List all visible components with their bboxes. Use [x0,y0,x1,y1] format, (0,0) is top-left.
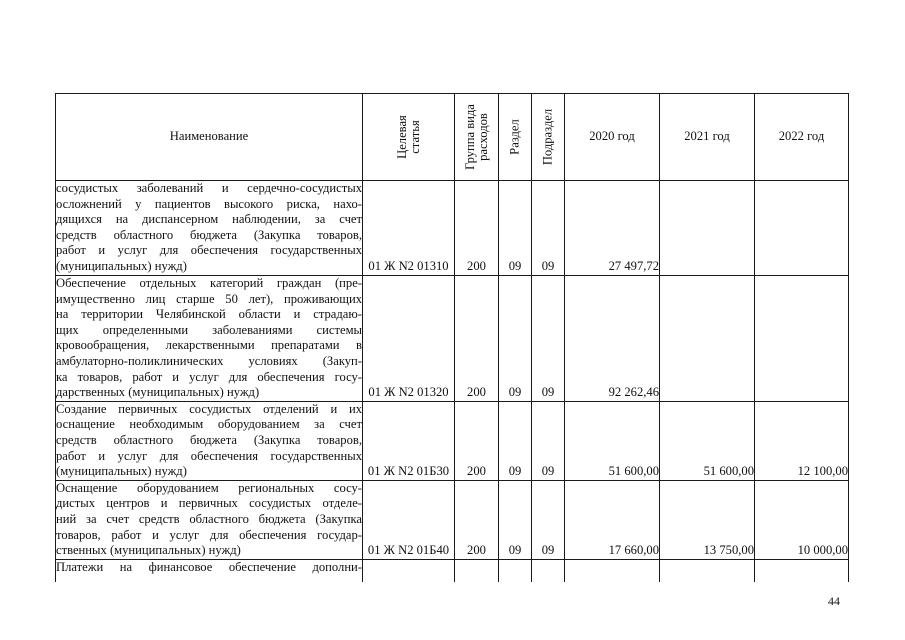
table-row [56,480,849,559]
header-target-article: Целевая статья [363,94,455,181]
budget-table [55,93,849,582]
row-expense-group: 200 [455,276,499,402]
page-number: 44 [828,594,840,608]
row-name: Создание первичных сосудистых отделений и их оснащение необходимым оборудованием за счет средств областного бюджета (Закупка товаров, работ и услуг для обеспечения государственных (муниципальных) нужд) [56,401,363,480]
row-name: Оснащение оборудованием региональных сосу- дистых центров и первичных сосудистых отделе- ний за счет средств областного бюджета (Закупка товаров, работ и услуг для обеспечения государ- ственных (муниципальных) нужд) [56,480,363,559]
row-amount-2022: 10 000,00 [755,480,849,559]
row-amount-2021: 51 600,00 [660,401,755,480]
row-amount-2022 [755,559,849,582]
row-name: Обеспечение отдельных категорий граждан (пре- имущественно лиц старше 50 лет), проживающих на территории Челябинской области и страдаю- щих определенными заболеваниями системы кровообращения, лекарственными препаратами в амбулаторно-поликлинических условиях (Закуп- ка товаров, работ и услуг для обеспечения госу- дарственных (муниципальных) нужд) [56,276,363,402]
row-amount-2020 [565,559,660,582]
row-target-article: 01 Ж N2 01Б30 [363,401,455,480]
row-amount-2021 [660,276,755,402]
header-section: Раздел [499,94,532,181]
header-2020: 2020 год [565,94,660,181]
table-row [56,559,849,582]
row-subsection: 09 [532,401,565,480]
header-expense-group: Группа вида расходов [455,94,499,181]
header-2021: 2021 год [660,94,755,181]
row-amount-2020: 92 262,46 [565,276,660,402]
row-section: 09 [499,276,532,402]
row-target-article: 01 Ж N2 01320 [363,276,455,402]
row-section: 09 [499,401,532,480]
row-subsection: 09 [532,276,565,402]
header-2022: 2022 год [755,94,849,181]
row-amount-2020: 17 660,00 [565,480,660,559]
row-target-article [363,559,455,582]
row-amount-2021 [660,181,755,276]
row-expense-group: 200 [455,181,499,276]
row-amount-2020: 27 497,72 [565,181,660,276]
row-target-article: 01 Ж N2 01Б40 [363,480,455,559]
table-row [56,401,849,480]
row-amount-2022: 12 100,00 [755,401,849,480]
row-name: Платежи на финансовое обеспечение дополни- [56,559,363,582]
row-amount-2021 [660,559,755,582]
row-amount-2021: 13 750,00 [660,480,755,559]
header-subsection: Подраздел [532,94,565,181]
row-amount-2022 [755,276,849,402]
table-row [56,276,849,402]
row-target-article: 01 Ж N2 01310 [363,181,455,276]
header-name: Наименование [56,94,363,181]
row-section: 09 [499,480,532,559]
row-expense-group [455,559,499,582]
row-subsection: 09 [532,181,565,276]
row-name: сосудистых заболеваний и сердечно-сосудистых осложнений у пациентов высокого риска, нахо- дящихся на диспансерном наблюдении, за счет средств областного бюджета (Закупка товаров, работ и услуг для обеспечения государственных (муниципальных) нужд) [56,181,363,276]
row-amount-2022 [755,181,849,276]
row-expense-group: 200 [455,401,499,480]
row-section [499,559,532,582]
table-row [56,181,849,276]
row-amount-2020: 51 600,00 [565,401,660,480]
row-subsection [532,559,565,582]
row-section: 09 [499,181,532,276]
table-header-row [56,94,849,181]
row-subsection: 09 [532,480,565,559]
row-expense-group: 200 [455,480,499,559]
